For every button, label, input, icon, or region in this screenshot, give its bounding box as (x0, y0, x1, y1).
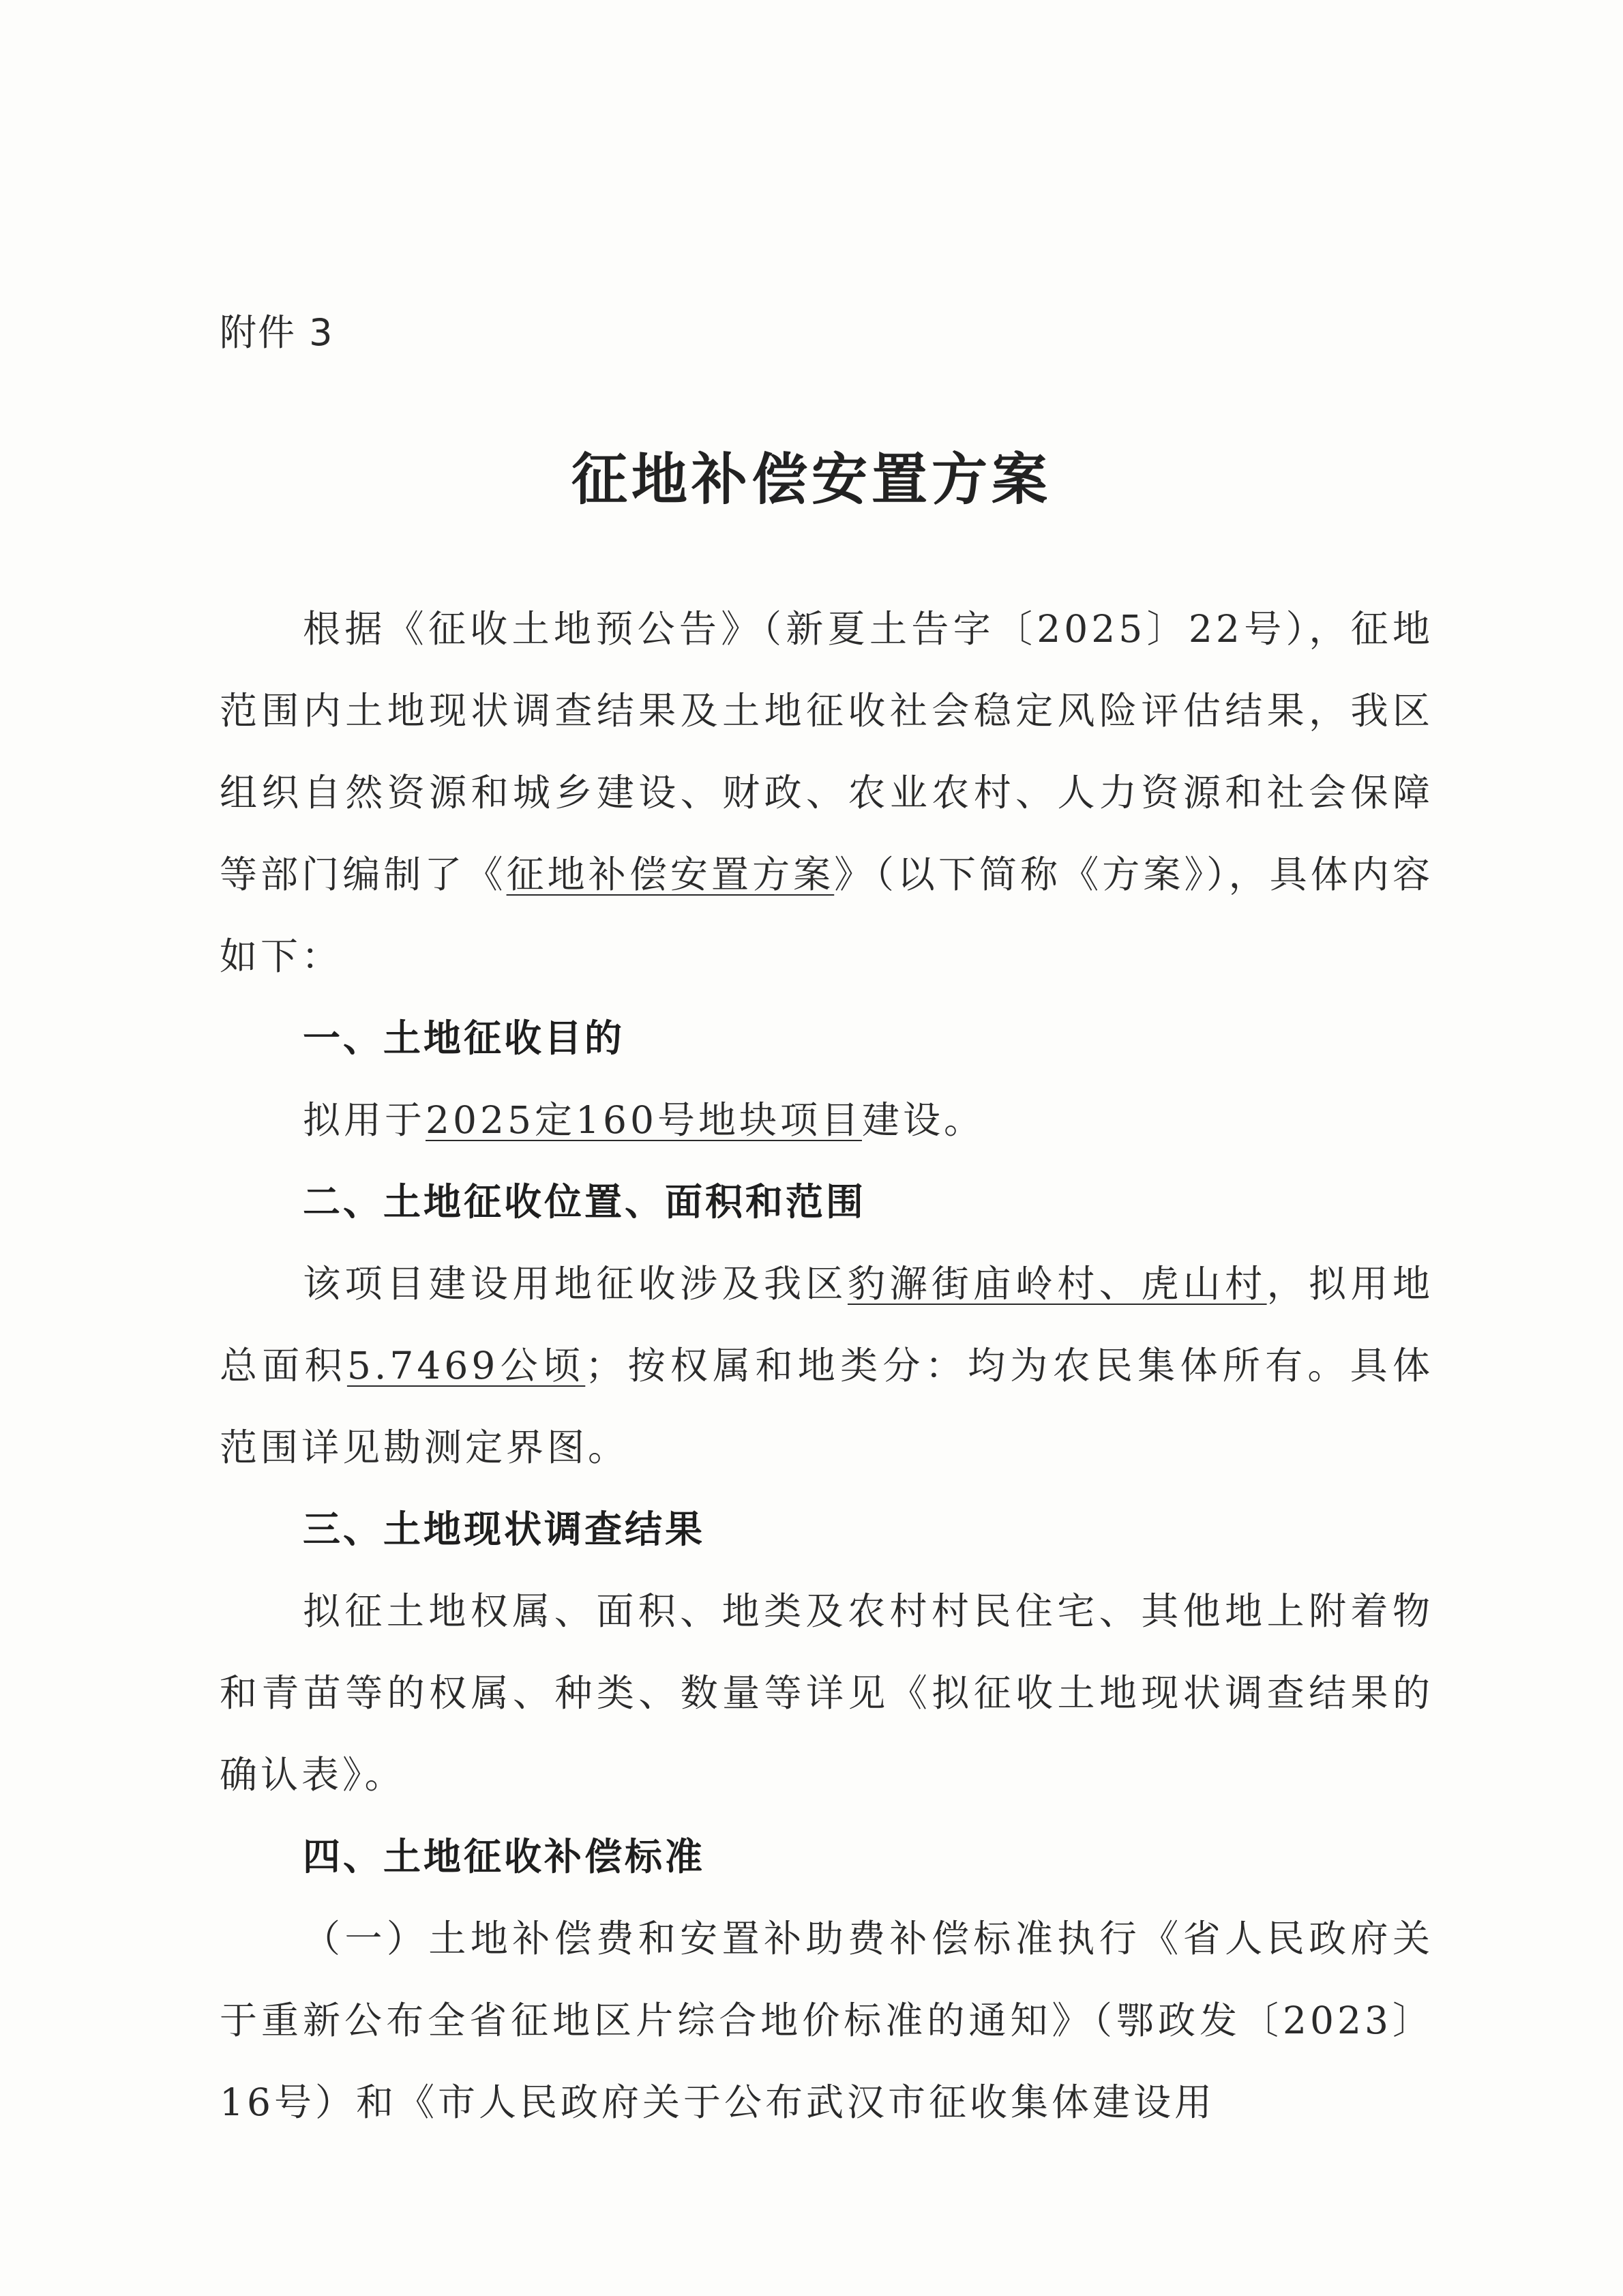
section-3-heading: 三、土地现状调查结果 (303, 1507, 706, 1551)
document-title: 征地补偿安置方案 (571, 447, 1052, 512)
section-2-text-1: 该项目建设用地征收涉及我区 (303, 1262, 848, 1306)
section-1-text-1: 拟用于 (303, 1098, 426, 1142)
section-3-paragraph: 拟征土地权属、面积、地类及农村村民住宅、其他地上附着物和青苗等的权属、种类、数量等详见《拟征收土地现状调查结果的确认表》。 (220, 1589, 1433, 1797)
section-1-heading: 一、土地征收目的 (303, 1016, 625, 1060)
section-4-heading: 四、土地征收补偿标准 (303, 1835, 706, 1879)
intro-text-2: 》（以下简称《方案》），具体内容如下： (220, 853, 1433, 978)
section-4-paragraph: （一）土地补偿费和安置补助费补偿标准执行《省人民政府关于重新公布全省征地区片综合地价标准的通知》（鄂政发〔2023〕16号）和《市人民政府关于公布武汉市征收集体建设用 (220, 1917, 1433, 2124)
section-2-text-2: ，拟用地总面积 (220, 1262, 1433, 1387)
plan-name: 征地补偿安置方案 (506, 853, 835, 896)
section-1-paragraph (220, 1079, 1433, 1161)
village-names: 豹澥街庙岭村、虎山村 (847, 1262, 1267, 1306)
intro-paragraph (220, 588, 1433, 997)
total-area: 5.7469公顷 (346, 1344, 586, 1387)
intro-text-1: 根据《征收土地预公告》（新夏土告字〔2025〕22号），征地范围内土地现状调查结果及土地征收社会稳定风险评估结果，我区组织自然资源和城乡建设、财政、农业农村、人力资源和社会保障等部门编制了《 (220, 607, 1433, 896)
section-1-text-2: 建设。 (861, 1098, 985, 1142)
attachment-label: 附件 3 (220, 311, 334, 354)
section-2-text-3: ；按权属和地类分：均为农民集体所有。具体范围详见勘测定界图。 (220, 1344, 1433, 1469)
section-2-heading: 二、土地征收位置、面积和范围 (303, 1180, 867, 1224)
document-body (220, 588, 1433, 2143)
section-2-paragraph (220, 1243, 1433, 1488)
project-name: 2025定160号地块项目 (426, 1098, 862, 1142)
